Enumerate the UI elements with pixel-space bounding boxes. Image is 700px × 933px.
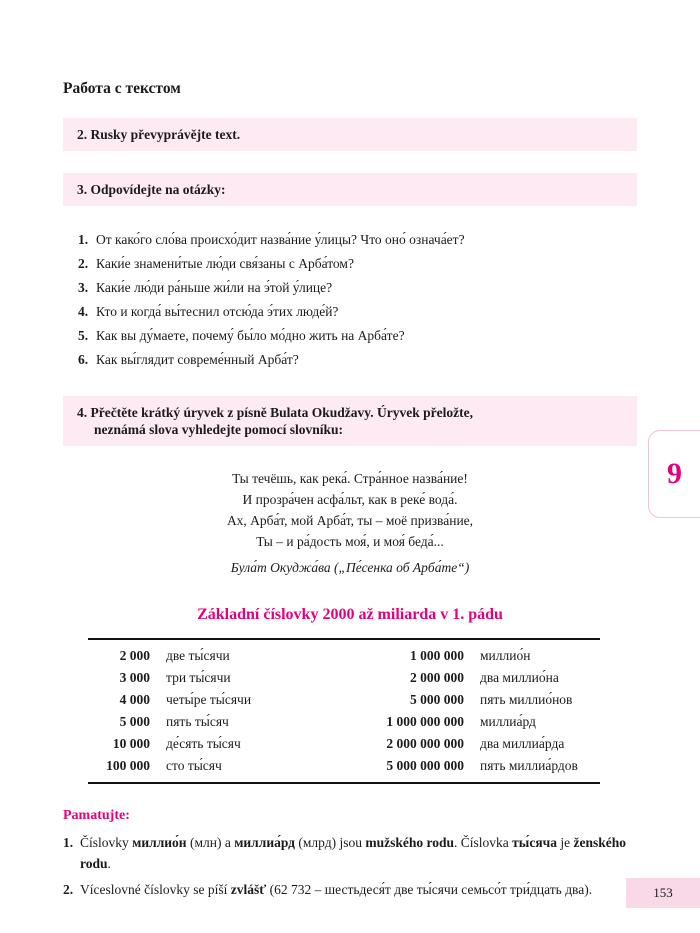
task-4-label-line2: neznámá slova vyhledejte pomocí slovníku: [94, 422, 344, 437]
numeral-word: пять ты́сяч [166, 714, 229, 729]
remember-section [63, 808, 637, 900]
numerals-table [88, 638, 600, 784]
text-segment-bold: zvlášť [230, 882, 267, 897]
question-item [78, 252, 637, 276]
remember-item [63, 879, 637, 900]
question-text: Каки́е лю́ди ра́ньше жи́ли на э́той у́лице? [96, 280, 333, 295]
remember-item-number: 1. [63, 835, 74, 850]
numeral-word: три ты́сячи [166, 670, 231, 685]
table-row [88, 755, 600, 777]
chapter-number: 9 [667, 457, 682, 490]
numeral-value: 100 000 [106, 758, 150, 773]
remember-heading: Pamatujte: [63, 808, 130, 823]
chapter-tab [648, 430, 700, 518]
table-row [88, 645, 600, 667]
question-item [78, 228, 637, 252]
table-row [88, 667, 600, 689]
text-segment: (62 732 – шестьдеся́т две ты́сячи семьсо́т три́дцать два). [266, 882, 593, 897]
question-number: 4. [78, 304, 89, 319]
numeral-value: 2 000 000 [410, 670, 464, 685]
text-segment: je [557, 835, 574, 850]
text-segment-bold: ženského rodu [80, 835, 627, 871]
numeral-word: де́сять ты́сяч [166, 736, 241, 751]
question-text: Как вы ду́маете, почему́ бы́ло мо́дно жить на Арба́те? [96, 328, 405, 343]
task-4-label-line1: 4. Přečtěte krátký úryvek z písně Bulata Okudžavy. Úryvek přeložte, [77, 405, 473, 420]
numeral-word: пять миллиа́рдов [480, 758, 578, 773]
remember-item [63, 832, 637, 874]
page-number-box [626, 878, 700, 908]
numeral-word: два миллиа́рда [480, 736, 565, 751]
numeral-value: 5 000 000 000 [386, 758, 464, 773]
question-text: Каки́е знамени́тые лю́ди свя́заны с Арба́том? [96, 256, 354, 271]
poem-line: Ты течёшь, как река́. Стра́нное назва́ние! [232, 471, 468, 486]
numeral-value: 5 000 [119, 714, 150, 729]
text-segment: . [107, 856, 111, 871]
task-3-label: 3. Odpovídejte na otázky: [77, 182, 226, 197]
poem-line: Ты – и ра́дость моя́, и моя́ беда́... [256, 534, 444, 549]
numerals-heading: Základní číslovky 2000 až miliarda v 1. pádu [197, 606, 503, 623]
task-4-box [63, 396, 637, 446]
question-list [78, 228, 637, 372]
numeral-word: два миллио́на [480, 670, 559, 685]
text-segment-bold: mužského rodu [365, 835, 455, 850]
poem [63, 468, 637, 552]
text-segment: (млрд) jsou [295, 835, 366, 850]
numeral-word: пять миллио́нов [480, 692, 573, 707]
numeral-value: 10 000 [112, 736, 150, 751]
table-row [88, 711, 600, 733]
table-row [88, 689, 600, 711]
question-number: 1. [78, 232, 89, 247]
section-title: Работа с текстом [63, 80, 181, 97]
question-item [78, 324, 637, 348]
text-segment-bold: миллио́н [132, 835, 187, 850]
remember-item-text [80, 832, 637, 874]
numeral-value: 5 000 000 [410, 692, 464, 707]
numeral-value: 3 000 [119, 670, 150, 685]
numeral-value: 4 000 [119, 692, 150, 707]
question-text: Как вы́глядит совреме́нный Арба́т? [96, 352, 299, 367]
numeral-word: миллио́н [480, 648, 531, 663]
task-2-box [63, 118, 637, 151]
numeral-word: миллиа́рд [480, 714, 536, 729]
numeral-word: две ты́сячи [166, 648, 230, 663]
question-number: 6. [78, 352, 89, 367]
poem-attribution: Була́т Окуджа́ва („Пе́сенка об Арба́те“) [230, 560, 470, 575]
question-text: Кто и когда́ вы́теснил отсю́да э́тих люде́й? [96, 304, 339, 319]
poem-line: И прозра́чен асфа́льт, как в реке́ вода́. [242, 492, 458, 507]
numeral-word: сто ты́сяч [166, 758, 222, 773]
text-segment: Číslovky [80, 835, 133, 850]
numeral-word: четы́ре ты́сячи [166, 692, 252, 707]
task-2-label: 2. Rusky převyprávějte text. [77, 127, 241, 142]
text-segment: . Číslovka [454, 835, 513, 850]
numeral-value: 1 000 000 [410, 648, 464, 663]
task-3-box [63, 173, 637, 206]
text-segment-bold: ты́сяча [512, 835, 557, 850]
numeral-value: 2 000 [119, 648, 150, 663]
question-text: От како́го сло́ва происхо́дит назва́ние у́лицы? Что оно́ означа́ет? [96, 232, 465, 247]
question-item [78, 348, 637, 372]
text-segment-bold: миллиа́рд [234, 835, 296, 850]
question-number: 5. [78, 328, 89, 343]
remember-item-number: 2. [63, 882, 74, 897]
numeral-value: 1 000 000 000 [386, 714, 464, 729]
question-item [78, 300, 637, 324]
question-number: 2. [78, 256, 89, 271]
poem-line: Ах, Арба́т, мой Арба́т, ты – моё призва́ние, [226, 513, 474, 528]
page-number: 153 [653, 885, 673, 900]
numeral-value: 2 000 000 000 [386, 736, 464, 751]
remember-item-text [80, 879, 637, 900]
question-number: 3. [78, 280, 89, 295]
text-segment: Víceslovné číslovky se píší [80, 882, 231, 897]
question-item [78, 276, 637, 300]
table-row [88, 733, 600, 755]
text-segment: (млн) a [186, 835, 235, 850]
